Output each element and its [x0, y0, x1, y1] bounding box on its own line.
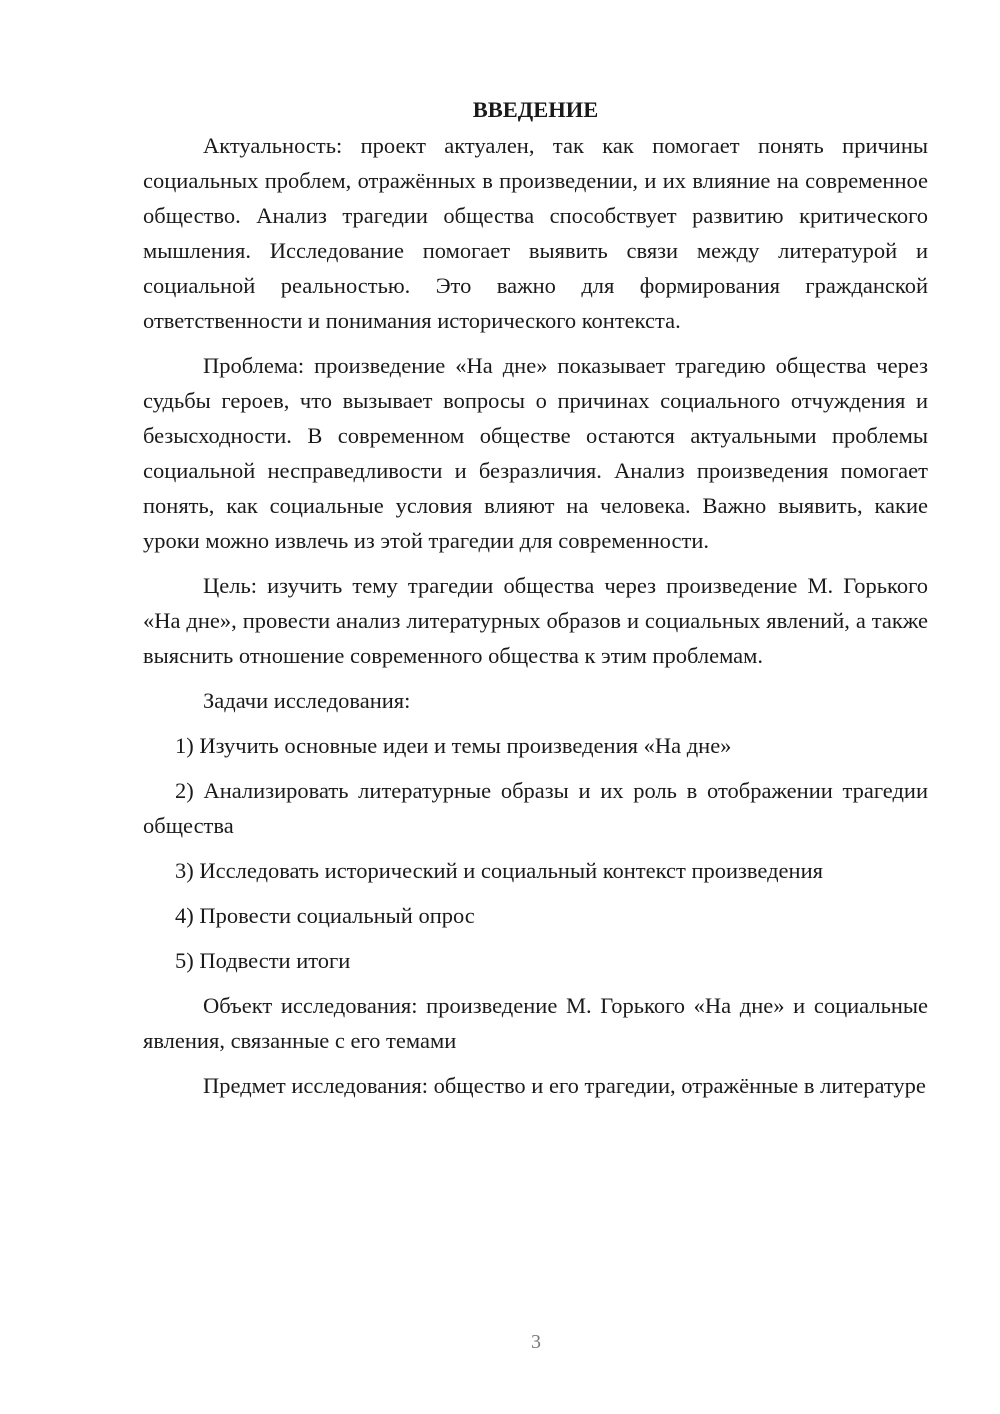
- section-title: ВВЕДЕНИЕ: [472, 97, 599, 122]
- problem-paragraph: Проблема: произведение «На дне» показывает трагедию общества через судьбы героев, что вызывает вопросы о причинах социального отчуждения и безысходности. В современном обществе остаются актуальными проблемы социальной несправедливости и безразличия. Анализ произведения помогает понять, как социальные условия влияют на человека. Важно выявить, какие уроки можно извлечь из этой трагедии для современности.: [143, 353, 928, 553]
- tasks-heading: Задачи исследования:: [203, 688, 411, 713]
- research-subject-paragraph: Предмет исследования: общество и его трагедии, отражённые в литературе: [203, 1073, 926, 1098]
- task-item: 4) Провести социальный опрос: [175, 903, 475, 928]
- goal-paragraph: Цель: изучить тему трагедии общества через произведение М. Горького «На дне», провести анализ литературных образов и социальных явлений, а также выяснить отношение современного общества к этим проблемам.: [143, 573, 928, 668]
- page-content: [143, 92, 928, 1113]
- task-item: 5) Подвести итоги: [175, 948, 351, 973]
- page-number: 3: [531, 1331, 541, 1353]
- task-item: 1) Изучить основные идеи и темы произведения «На дне»: [175, 733, 732, 758]
- research-object-paragraph: Объект исследования: произведение М. Горького «На дне» и социальные явления, связанные с его темами: [143, 993, 928, 1053]
- task-item: 2) Анализировать литературные образы и их роль в отображении трагедии общества: [143, 778, 928, 838]
- task-item: 3) Исследовать исторический и социальный контекст произведения: [175, 858, 823, 883]
- relevance-paragraph: Актуальность: проект актуален, так как помогает понять причины социальных проблем, отражённых в произведении, и их влияние на современное общество. Анализ трагедии общества способствует развитию критического мышления. Исследование помогает выявить связи между литературой и социальной реальностью. Это важно для формирования гражданской ответственности и понимания исторического контекста.: [143, 133, 928, 333]
